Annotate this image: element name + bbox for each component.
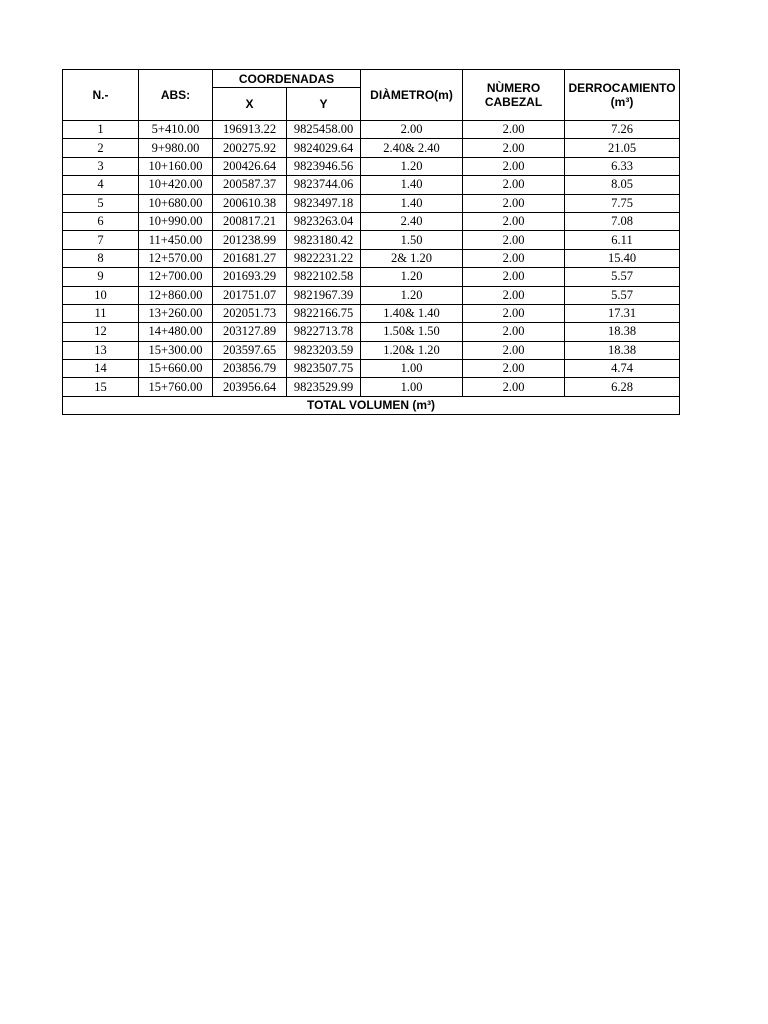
header-abs: ABS: [139, 70, 213, 121]
cell-derrocamiento: 18.38 [565, 323, 680, 341]
cell-diametro: 1.50& 1.50 [361, 323, 463, 341]
cell-x: 196913.22 [213, 121, 287, 139]
cell-n: 7 [63, 231, 139, 249]
cell-abs: 10+160.00 [139, 157, 213, 175]
cell-n: 5 [63, 194, 139, 212]
cell-derrocamiento: 6.33 [565, 157, 680, 175]
cell-y: 9822166.75 [287, 304, 361, 322]
cell-y: 9822102.58 [287, 268, 361, 286]
cell-cabezal: 2.00 [463, 157, 565, 175]
cell-x: 200587.37 [213, 176, 287, 194]
header-numero-cabezal: NÙMERO CABEZAL [463, 70, 565, 121]
cell-n: 4 [63, 176, 139, 194]
cell-y: 9823507.75 [287, 360, 361, 378]
cell-n: 13 [63, 341, 139, 359]
table-row [63, 286, 680, 304]
cell-cabezal: 2.00 [463, 286, 565, 304]
cell-x: 201693.29 [213, 268, 287, 286]
cell-n: 6 [63, 212, 139, 230]
cell-derrocamiento: 7.26 [565, 121, 680, 139]
cell-abs: 10+680.00 [139, 194, 213, 212]
cell-x: 200426.64 [213, 157, 287, 175]
cell-diametro: 1.20 [361, 268, 463, 286]
cell-abs: 14+480.00 [139, 323, 213, 341]
cell-cabezal: 2.00 [463, 249, 565, 267]
cell-x: 202051.73 [213, 304, 287, 322]
cell-x: 203127.89 [213, 323, 287, 341]
table-row [63, 212, 680, 230]
header-diametro: DIÀMETRO(m) [361, 70, 463, 121]
cell-y: 9823203.59 [287, 341, 361, 359]
cell-n: 10 [63, 286, 139, 304]
cell-diametro: 1.40& 1.40 [361, 304, 463, 322]
table-row [63, 194, 680, 212]
cell-cabezal: 2.00 [463, 231, 565, 249]
table-header [63, 70, 680, 121]
cell-derrocamiento: 5.57 [565, 286, 680, 304]
table-row [63, 268, 680, 286]
cell-x: 203956.64 [213, 378, 287, 396]
document-sheet [62, 69, 680, 415]
cell-x: 203856.79 [213, 360, 287, 378]
cell-n: 15 [63, 378, 139, 396]
table-row [63, 231, 680, 249]
cell-abs: 9+980.00 [139, 139, 213, 157]
cell-cabezal: 2.00 [463, 194, 565, 212]
cell-n: 11 [63, 304, 139, 322]
header-n: N.- [63, 70, 139, 121]
cell-abs: 12+700.00 [139, 268, 213, 286]
cell-diametro: 2.40& 2.40 [361, 139, 463, 157]
table-row [63, 176, 680, 194]
cell-derrocamiento: 7.75 [565, 194, 680, 212]
cell-diametro: 1.20& 1.20 [361, 341, 463, 359]
total-volumen-label: TOTAL VOLUMEN (m³) [63, 396, 680, 414]
cell-derrocamiento: 8.05 [565, 176, 680, 194]
cell-n: 8 [63, 249, 139, 267]
table-row [63, 157, 680, 175]
cell-derrocamiento: 15.40 [565, 249, 680, 267]
table-body [63, 121, 680, 397]
cell-abs: 10+420.00 [139, 176, 213, 194]
cell-abs: 5+410.00 [139, 121, 213, 139]
cell-abs: 10+990.00 [139, 212, 213, 230]
table-row [63, 323, 680, 341]
cell-y: 9822713.78 [287, 323, 361, 341]
cell-n: 9 [63, 268, 139, 286]
table-row [63, 360, 680, 378]
cell-cabezal: 2.00 [463, 268, 565, 286]
table-row [63, 139, 680, 157]
cell-derrocamiento: 5.57 [565, 268, 680, 286]
cell-cabezal: 2.00 [463, 139, 565, 157]
cell-abs: 13+260.00 [139, 304, 213, 322]
cell-cabezal: 2.00 [463, 304, 565, 322]
cell-derrocamiento: 6.11 [565, 231, 680, 249]
header-y: Y [287, 88, 361, 121]
cell-y: 9823744.06 [287, 176, 361, 194]
cell-derrocamiento: 17.31 [565, 304, 680, 322]
table-row [63, 341, 680, 359]
cell-abs: 12+860.00 [139, 286, 213, 304]
cell-abs: 11+450.00 [139, 231, 213, 249]
derrocamiento-table [62, 69, 680, 415]
cell-cabezal: 2.00 [463, 323, 565, 341]
cell-x: 201751.07 [213, 286, 287, 304]
cell-diametro: 1.20 [361, 286, 463, 304]
cell-y: 9822231.22 [287, 249, 361, 267]
cell-x: 201681.27 [213, 249, 287, 267]
cell-x: 200610.38 [213, 194, 287, 212]
cell-diametro: 2& 1.20 [361, 249, 463, 267]
header-coordenadas: COORDENADAS [213, 70, 361, 88]
cell-cabezal: 2.00 [463, 121, 565, 139]
cell-y: 9823263.04 [287, 212, 361, 230]
cell-derrocamiento: 7.08 [565, 212, 680, 230]
cell-y: 9823497.18 [287, 194, 361, 212]
cell-diametro: 1.50 [361, 231, 463, 249]
cell-x: 200817.21 [213, 212, 287, 230]
cell-y: 9821967.39 [287, 286, 361, 304]
cell-diametro: 1.40 [361, 194, 463, 212]
cell-derrocamiento: 18.38 [565, 341, 680, 359]
cell-n: 14 [63, 360, 139, 378]
cell-y: 9825458.00 [287, 121, 361, 139]
cell-y: 9823529.99 [287, 378, 361, 396]
cell-derrocamiento: 6.28 [565, 378, 680, 396]
cell-cabezal: 2.00 [463, 360, 565, 378]
cell-n: 2 [63, 139, 139, 157]
table-row [63, 304, 680, 322]
cell-cabezal: 2.00 [463, 341, 565, 359]
table-row [63, 249, 680, 267]
header-x: X [213, 88, 287, 121]
cell-n: 12 [63, 323, 139, 341]
header-derrocamiento: DERROCAMIENTO (m³) [565, 70, 680, 121]
cell-x: 201238.99 [213, 231, 287, 249]
cell-diametro: 1.20 [361, 157, 463, 175]
table-row [63, 378, 680, 396]
total-row [63, 396, 680, 414]
cell-abs: 15+760.00 [139, 378, 213, 396]
cell-x: 200275.92 [213, 139, 287, 157]
cell-diametro: 1.40 [361, 176, 463, 194]
table-row [63, 121, 680, 139]
cell-cabezal: 2.00 [463, 212, 565, 230]
cell-y: 9823180.42 [287, 231, 361, 249]
cell-n: 1 [63, 121, 139, 139]
cell-x: 203597.65 [213, 341, 287, 359]
cell-abs: 15+660.00 [139, 360, 213, 378]
cell-derrocamiento: 4.74 [565, 360, 680, 378]
cell-n: 3 [63, 157, 139, 175]
cell-diametro: 1.00 [361, 378, 463, 396]
cell-diametro: 2.40 [361, 212, 463, 230]
cell-diametro: 1.00 [361, 360, 463, 378]
cell-cabezal: 2.00 [463, 176, 565, 194]
cell-diametro: 2.00 [361, 121, 463, 139]
cell-derrocamiento: 21.05 [565, 139, 680, 157]
cell-y: 9824029.64 [287, 139, 361, 157]
cell-y: 9823946.56 [287, 157, 361, 175]
cell-cabezal: 2.00 [463, 378, 565, 396]
cell-abs: 15+300.00 [139, 341, 213, 359]
cell-abs: 12+570.00 [139, 249, 213, 267]
